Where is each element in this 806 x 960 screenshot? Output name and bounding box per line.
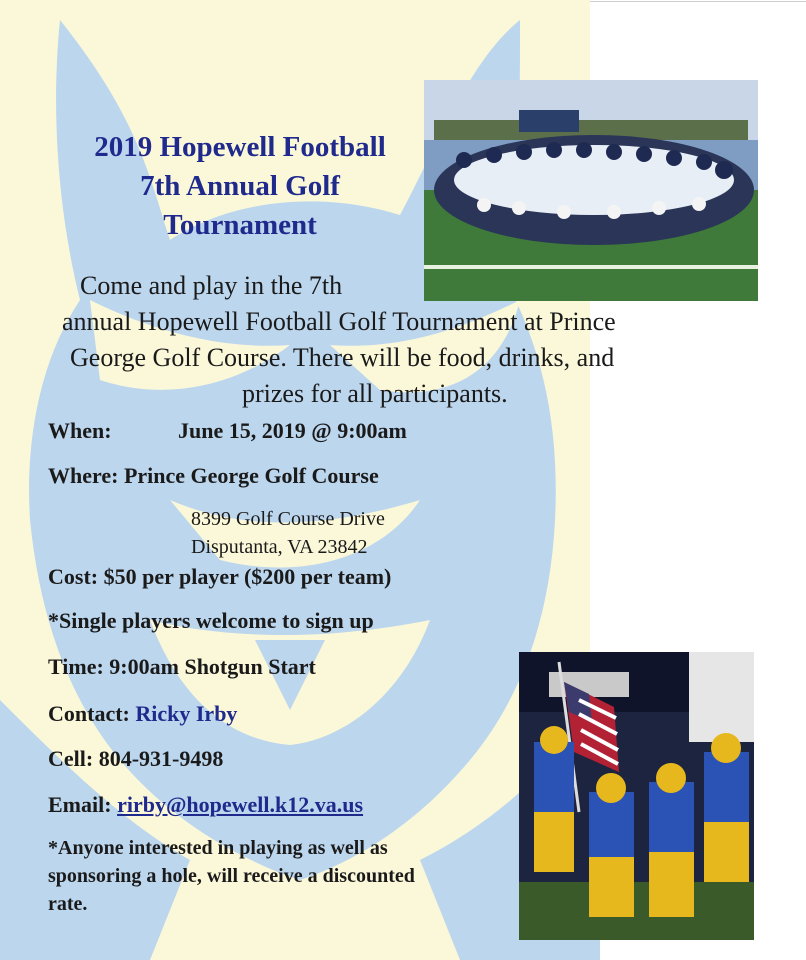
where-line: Where: Prince George Golf Course xyxy=(48,463,379,488)
title-line-1: 2019 Hopewell Football xyxy=(94,131,386,163)
intro-paragraph xyxy=(62,268,752,412)
address-line-2: Disputanta, VA 23842 xyxy=(191,536,368,558)
note-line-2: sponsoring a hole, will receive a discounted xyxy=(48,865,415,887)
intro-line-1: Come and play in the 7th xyxy=(80,271,343,300)
note-line-3: rate. xyxy=(48,893,88,915)
address-line-1: 8399 Golf Course Drive xyxy=(191,508,385,530)
when-value: June 15, 2019 @ 9:00am xyxy=(178,418,407,443)
cost-line: Cost: $50 per player ($200 per team) xyxy=(48,564,392,589)
email-label: Email: xyxy=(48,792,118,817)
single-players-line: *Single players welcome to sign up xyxy=(48,608,374,633)
intro-line-3: George Golf Course. There will be food, drinks, and xyxy=(70,343,615,372)
contact-label: Contact: xyxy=(48,701,136,726)
when-label: When: xyxy=(48,418,112,443)
email-link[interactable]: rirby@hopewell.k12.va.us xyxy=(117,792,364,817)
time-line: Time: 9:00am Shotgun Start xyxy=(48,654,316,679)
title-line-3: Tournament xyxy=(163,209,317,241)
team-running-out-photo xyxy=(519,652,754,940)
contact-name: Ricky Irby xyxy=(135,701,238,726)
note-line-1: *Anyone interested in playing as well as xyxy=(48,837,388,859)
contact-line xyxy=(48,701,237,727)
discount-note xyxy=(48,834,498,918)
email-line xyxy=(48,792,363,818)
title-line-2: 7th Annual Golf xyxy=(140,170,340,202)
flyer-title xyxy=(40,128,440,245)
intro-line-2: annual Hopewell Football Golf Tournament at Prince xyxy=(62,307,616,336)
intro-line-4: prizes for all participants. xyxy=(242,379,508,408)
cell-line: Cell: 804-931-9498 xyxy=(48,746,224,771)
